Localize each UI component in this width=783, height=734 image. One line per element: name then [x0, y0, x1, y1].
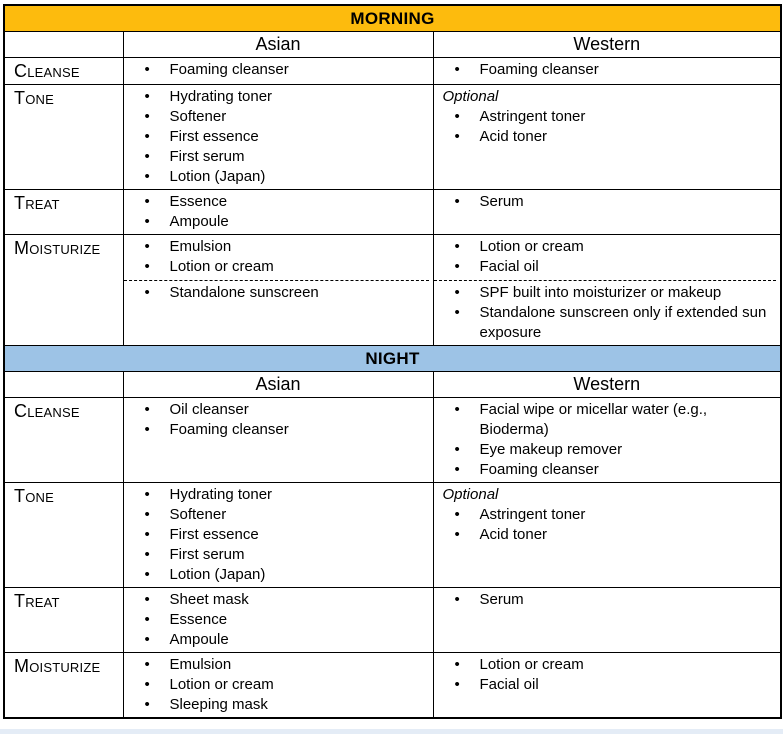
routine-item: • Astringent toner [434, 505, 777, 525]
routine-item: • Astringent toner [434, 107, 777, 127]
routine-comparison-table [3, 4, 782, 719]
routine-step-row [4, 190, 781, 235]
routine-item: • Softener [124, 107, 429, 127]
routine-item: • Acid toner [434, 127, 777, 147]
western-cell [433, 588, 781, 653]
routine-item: • First essence [124, 127, 429, 147]
column-header-western [433, 32, 781, 58]
western-cell [433, 190, 781, 235]
row-label-cleanse [4, 398, 123, 483]
routine-item: • Lotion (Japan) [124, 167, 429, 187]
routine-item: • Hydrating toner [124, 485, 429, 505]
row-label-tone [4, 85, 123, 190]
routine-item: • Facial wipe or micellar water (e.g., Bioderma) [434, 400, 777, 440]
routine-item-list [124, 485, 429, 585]
section-band-night [4, 346, 781, 372]
row-label-text: Moisturize [14, 238, 101, 258]
routine-item-list [434, 107, 777, 147]
dashed-divider [124, 280, 429, 281]
asian-cell [123, 588, 433, 653]
routine-item: • Sleeping mask [124, 695, 429, 715]
column-header-blank [4, 32, 123, 58]
routine-item-list [124, 192, 429, 232]
western-cell [433, 235, 781, 346]
routine-item: • Ampoule [124, 212, 429, 232]
routine-item: • First serum [124, 147, 429, 167]
routine-item: • Foaming cleanser [124, 420, 429, 440]
column-header-label: Western [573, 374, 641, 394]
routine-item-list [434, 192, 777, 212]
routine-step-row [4, 398, 781, 483]
routine-item-list [124, 60, 429, 80]
section-band-row [4, 5, 781, 32]
routine-item-list [434, 655, 777, 695]
routine-item: • Hydrating toner [124, 87, 429, 107]
routine-item: • Eye makeup remover [434, 440, 777, 460]
section-title: MORNING [350, 9, 435, 28]
row-label-treat [4, 190, 123, 235]
routine-item: • Lotion or cream [434, 655, 777, 675]
column-header-row [4, 32, 781, 58]
optional-note: Optional [442, 486, 499, 503]
routine-item: • Oil cleanser [124, 400, 429, 420]
routine-item: • Sheet mask [124, 590, 429, 610]
row-label-cleanse [4, 58, 123, 85]
routine-item-list [124, 400, 429, 440]
western-cell [433, 85, 781, 190]
routine-item-list-after-divider [434, 283, 777, 343]
column-header-label: Western [573, 34, 641, 54]
routine-item-list [434, 400, 777, 480]
row-label-moisturize [4, 653, 123, 719]
routine-step-row [4, 588, 781, 653]
section-band-row [4, 346, 781, 372]
routine-item: • Foaming cleanser [124, 60, 429, 80]
column-header-label: Asian [255, 374, 301, 394]
section-title: NIGHT [365, 349, 420, 368]
routine-step-row [4, 85, 781, 190]
routine-item-list [434, 505, 777, 545]
routine-item-list [124, 590, 429, 650]
routine-item: • Lotion or cream [124, 675, 429, 695]
routine-item-list [434, 590, 777, 610]
row-label-text: Tone [14, 486, 54, 506]
routine-item: • SPF built into moisturizer or makeup [434, 283, 777, 303]
routine-item: • Foaming cleanser [434, 60, 777, 80]
routine-step-row [4, 58, 781, 85]
routine-item: • Facial oil [434, 257, 777, 277]
routine-item-list [124, 237, 429, 277]
routine-item: • Standalone sunscreen [124, 283, 429, 303]
routine-item: • Acid toner [434, 525, 777, 545]
row-label-text: Cleanse [14, 61, 80, 81]
routine-item-list [434, 237, 777, 277]
routine-step-row [4, 653, 781, 719]
routine-item: • Standalone sunscreen only if extended sun exposure [434, 303, 777, 343]
optional-note: Optional [442, 88, 499, 105]
routine-item: • Lotion or cream [434, 237, 777, 257]
routine-item-list [124, 87, 429, 187]
routine-item: • Serum [434, 590, 777, 610]
table-body [4, 5, 781, 718]
routine-item: • First serum [124, 545, 429, 565]
routine-item: • Foaming cleanser [434, 460, 777, 480]
column-header-western [433, 372, 781, 398]
column-header-row [4, 372, 781, 398]
asian-cell [123, 398, 433, 483]
column-header-asian [123, 372, 433, 398]
routine-item: • Ampoule [124, 630, 429, 650]
western-cell [433, 398, 781, 483]
routine-item-list [124, 655, 429, 715]
routine-item: • Lotion or cream [124, 257, 429, 277]
routine-item-list-after-divider [124, 283, 429, 303]
routine-item: • Softener [124, 505, 429, 525]
routine-step-row [4, 483, 781, 588]
routine-item: • Emulsion [124, 655, 429, 675]
routine-item-list [434, 60, 777, 80]
row-label-tone [4, 483, 123, 588]
routine-item: • Serum [434, 192, 777, 212]
row-label-text: Cleanse [14, 401, 80, 421]
routine-step-row [4, 235, 781, 346]
row-label-text: Treat [14, 591, 60, 611]
routine-item: • Essence [124, 610, 429, 630]
asian-cell [123, 483, 433, 588]
partial-next-band [0, 729, 783, 734]
asian-cell [123, 653, 433, 719]
column-header-blank [4, 372, 123, 398]
routine-item: • Facial oil [434, 675, 777, 695]
row-label-moisturize [4, 235, 123, 346]
western-cell [433, 58, 781, 85]
routine-item: • Lotion (Japan) [124, 565, 429, 585]
row-label-text: Tone [14, 88, 54, 108]
routine-item: • First essence [124, 525, 429, 545]
dashed-divider [434, 280, 777, 281]
asian-cell [123, 190, 433, 235]
western-cell [433, 653, 781, 719]
routine-item: • Essence [124, 192, 429, 212]
asian-cell [123, 58, 433, 85]
row-label-text: Treat [14, 193, 60, 213]
section-band-morning [4, 5, 781, 32]
western-cell [433, 483, 781, 588]
asian-cell [123, 85, 433, 190]
row-label-text: Moisturize [14, 656, 101, 676]
routine-item: • Emulsion [124, 237, 429, 257]
column-header-asian [123, 32, 433, 58]
row-label-treat [4, 588, 123, 653]
asian-cell [123, 235, 433, 346]
column-header-label: Asian [255, 34, 301, 54]
